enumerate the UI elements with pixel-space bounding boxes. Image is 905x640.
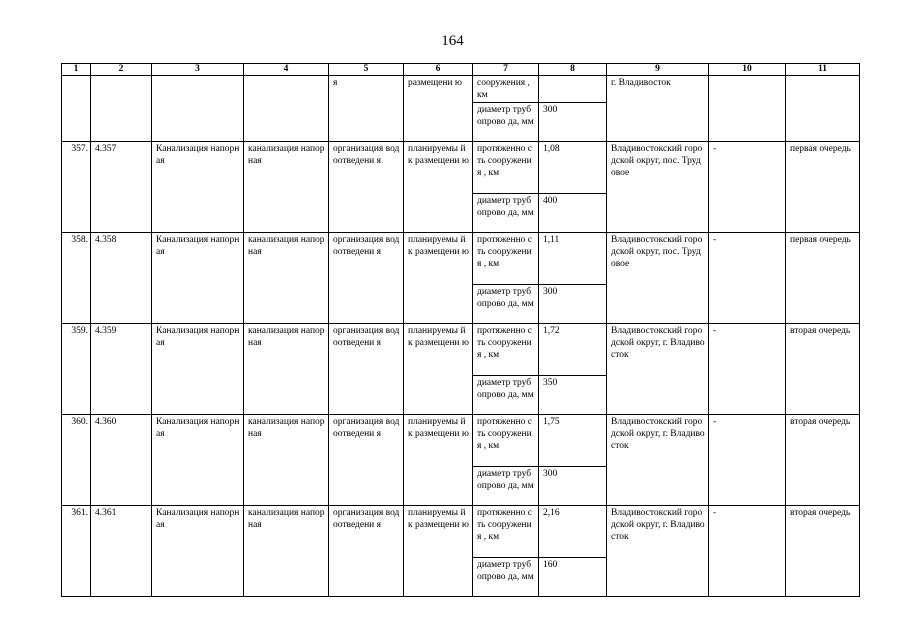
cell-purpose: организация водоотведени я xyxy=(329,414,404,505)
cell-col10: - xyxy=(709,232,786,323)
cell-value1: 1,08 xyxy=(539,141,607,193)
cell-purpose: организация водоотведени я xyxy=(329,505,404,596)
cell-num: 359. xyxy=(62,323,91,414)
table-row xyxy=(62,414,860,466)
cell-stage: первая очередь xyxy=(786,141,860,232)
header-cell: 1 xyxy=(62,64,91,76)
cell-param2: диаметр трубопрово да, мм xyxy=(473,284,539,323)
cell-value2: 400 xyxy=(539,193,607,232)
header-cell: 6 xyxy=(404,64,473,76)
cell-num: 357. xyxy=(62,141,91,232)
cell-value2: 160 xyxy=(539,557,607,596)
table-row xyxy=(62,505,860,557)
cell-param1: протяженно сть сооружения , км xyxy=(473,141,539,193)
cell-name: Канализация напорная xyxy=(152,141,244,232)
cell-col10: - xyxy=(709,141,786,232)
cell-value1 xyxy=(539,76,607,103)
cell-stage: вторая очередь xyxy=(786,323,860,414)
cell-type: канализация напорная xyxy=(244,141,329,232)
cell-purpose: организация водоотведени я xyxy=(329,323,404,414)
cell-location: г. Владивосток xyxy=(607,76,709,142)
cell-stage: вторая очередь xyxy=(786,414,860,505)
cell-status: планируемы й к размещени ю xyxy=(404,232,473,323)
table-row xyxy=(62,323,860,375)
cell-param1: протяженно сть сооружения , км xyxy=(473,232,539,284)
cell-name xyxy=(152,76,244,142)
table-row xyxy=(62,141,860,193)
cell-param2: диаметр трубопрово да, мм xyxy=(473,466,539,505)
cell-status: планируемы й к размещени ю xyxy=(404,141,473,232)
cell-value1: 1,75 xyxy=(539,414,607,466)
cell-num: 361. xyxy=(62,505,91,596)
cell-param1: протяженно сть сооружения , км xyxy=(473,414,539,466)
cell-param1: сооружения , км xyxy=(473,76,539,103)
cell-name: Канализация напорная xyxy=(152,232,244,323)
cell-stage: вторая очередь xyxy=(786,505,860,596)
cell-purpose: организация водоотведени я xyxy=(329,141,404,232)
cell-location: Владивостокский городской округ, пос. Трудовое xyxy=(607,141,709,232)
cell-code: 4.360 xyxy=(91,414,152,505)
register-table xyxy=(61,63,860,597)
cell-location: Владивостокский городской округ, г. Владивосток xyxy=(607,414,709,505)
cell-status: планируемы й к размещени ю xyxy=(404,414,473,505)
cell-type: канализация напорная xyxy=(244,505,329,596)
cell-param2: диаметр трубопрово да, мм xyxy=(473,557,539,596)
cell-location: Владивостокский городской округ, г. Владивосток xyxy=(607,505,709,596)
cell-value2: 350 xyxy=(539,375,607,414)
cell-param2: диаметр трубопрово да, мм xyxy=(473,193,539,232)
cell-value2: 300 xyxy=(539,284,607,323)
cell-num: 358. xyxy=(62,232,91,323)
cell-type xyxy=(244,76,329,142)
cell-location: Владивостокский городской округ, пос. Трудовое xyxy=(607,232,709,323)
header-cell: 11 xyxy=(786,64,860,76)
cell-col10: - xyxy=(709,414,786,505)
cell-code xyxy=(91,76,152,142)
cell-name: Канализация напорная xyxy=(152,505,244,596)
cell-purpose: организация водоотведени я xyxy=(329,232,404,323)
page-number: 164 xyxy=(441,33,464,49)
cell-status: планируемы й к размещени ю xyxy=(404,505,473,596)
header-cell: 9 xyxy=(607,64,709,76)
cell-code: 4.357 xyxy=(91,141,152,232)
cell-num: 360. xyxy=(62,414,91,505)
cell-value1: 1,72 xyxy=(539,323,607,375)
cell-type: канализация напорная xyxy=(244,323,329,414)
cell-value1: 1,11 xyxy=(539,232,607,284)
cell-param1: протяженно сть сооружения , км xyxy=(473,505,539,557)
cell-param2: диаметр трубопрово да, мм xyxy=(473,375,539,414)
cell-value1: 2,16 xyxy=(539,505,607,557)
cell-col10 xyxy=(709,76,786,142)
cell-type: канализация напорная xyxy=(244,232,329,323)
cell-stage: первая очередь xyxy=(786,232,860,323)
header-cell: 4 xyxy=(244,64,329,76)
cell-param2: диаметр трубопрово да, мм xyxy=(473,102,539,141)
header-cell: 2 xyxy=(91,64,152,76)
cell-col10: - xyxy=(709,323,786,414)
cell-code: 4.358 xyxy=(91,232,152,323)
cell-param1: протяженно сть сооружения , км xyxy=(473,323,539,375)
table-row xyxy=(62,232,860,284)
cell-value2: 300 xyxy=(539,102,607,141)
cell-code: 4.359 xyxy=(91,323,152,414)
cell-name: Канализация напорная xyxy=(152,414,244,505)
header-cell: 3 xyxy=(152,64,244,76)
cell-status: размещени ю xyxy=(404,76,473,142)
header-row xyxy=(62,64,860,76)
cell-location: Владивостокский городской округ, г. Владивосток xyxy=(607,323,709,414)
header-cell: 10 xyxy=(709,64,786,76)
header-cell: 5 xyxy=(329,64,404,76)
cell-name: Канализация напорная xyxy=(152,323,244,414)
cell-code: 4.361 xyxy=(91,505,152,596)
cell-stage xyxy=(786,76,860,142)
cell-value2: 300 xyxy=(539,466,607,505)
cell-type: канализация напорная xyxy=(244,414,329,505)
cell-purpose: я xyxy=(329,76,404,142)
cell-status: планируемы й к размещени ю xyxy=(404,323,473,414)
header-cell: 7 xyxy=(473,64,539,76)
continuation-row xyxy=(62,76,860,103)
cell-num xyxy=(62,76,91,142)
cell-col10: - xyxy=(709,505,786,596)
header-cell: 8 xyxy=(539,64,607,76)
